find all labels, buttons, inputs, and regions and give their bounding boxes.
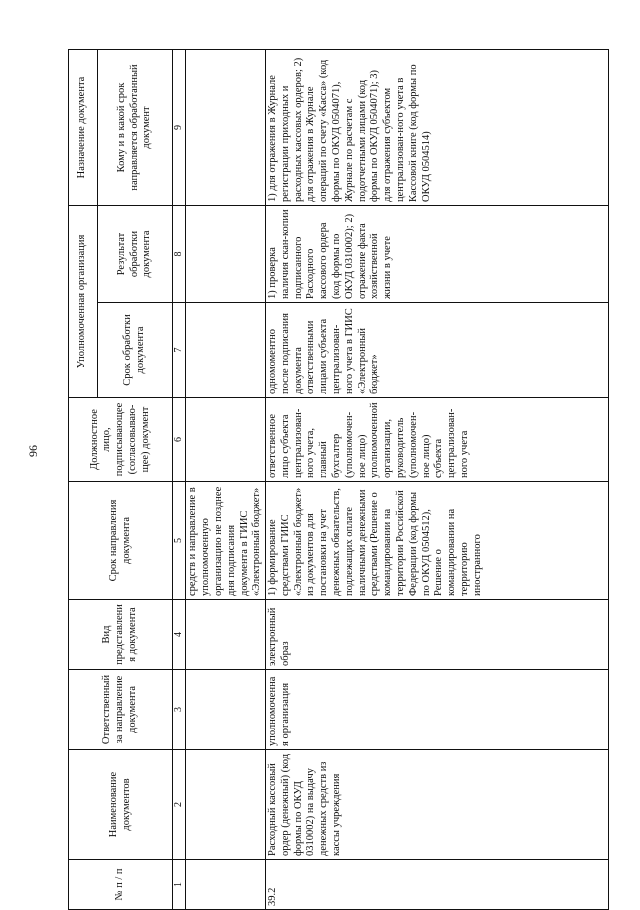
col-number: 2: [173, 750, 186, 860]
col-number: 3: [173, 670, 186, 750]
cell-num: [186, 860, 266, 910]
table-row: [266, 50, 609, 910]
col-number: 4: [173, 600, 186, 670]
cell-responsible: уполномоченная организация: [266, 670, 609, 750]
cell-view: [186, 600, 266, 670]
header-view: Вид представления документа: [69, 600, 173, 670]
header-processing-result: Результат обработки документа: [97, 206, 172, 303]
cell-deadline: средств и направление в уполномоченную организацию не позднее дня подписания документа в ГИИС «Электронный бюджет»: [186, 482, 266, 600]
cell-processing-term: [186, 303, 266, 398]
cell-signer: ответственное лицо субъекта централизован-ного учета, главный бухгалтер (уполномочен-ное лицо) уполномоченной организации, руководитель (уполномочен-ное лицо) субъекта централизован-ного учета: [266, 398, 609, 482]
rotated-table-sheet: [68, 50, 609, 910]
document-registry-table: [68, 49, 609, 910]
cell-to-whom: 1) для отражения в Журнале регистрации приходных и расходных кассовых ордеров; 2) для отражения в Журнале операций по счету «Касса» (код формы по ОКУД 0504071), Журнале по расчетам с подотчетными лицами (код формы по ОКУД 0504071); 3) для отражения субъектом централизован-ного учета в Кассовой книге (код формы по ОКУД 0504514): [266, 50, 609, 206]
header-name: Наименование документов: [69, 750, 173, 860]
header-signer: Должностное лицо, подписывающее (согласовываю-щее) документ: [69, 398, 173, 482]
col-number: 1: [173, 860, 186, 910]
col-number: 9: [173, 50, 186, 206]
cell-processing-term: одномоментно после подписания документа ответственными лицами субъекта централизован-ного учета в ГИИС «Электронный бюджет»: [266, 303, 609, 398]
cell-signer: [186, 398, 266, 482]
header-row-1: [69, 50, 98, 910]
cell-processing-result: 1) проверка наличия скан-копии подписанного Расходного кассового ордера (код формы по ОКУД 0310002); 2) отражение факта хозяйственной жизни в учете: [266, 206, 609, 303]
page-number: 96: [26, 445, 40, 457]
cell-view: электронный образ: [266, 600, 609, 670]
col-number: 8: [173, 206, 186, 303]
col-number: 5: [173, 482, 186, 600]
header-destination: Назначение документа: [69, 50, 98, 206]
header-deadline: Срок направления документа: [69, 482, 173, 600]
cell-name: Расходный кассовый ордер (денежный) (код формы по ОКУД 0310002) на выдачу денежных средств из кассы учреждения: [266, 750, 609, 860]
col-number: 6: [173, 398, 186, 482]
header-responsible: Ответственный за направление документа: [69, 670, 173, 750]
header-to-whom: Кому и в какой срок направляется обработанный документ: [97, 50, 172, 206]
continued-row: [186, 50, 266, 910]
cell-responsible: [186, 670, 266, 750]
col-number: 7: [173, 303, 186, 398]
cell-to-whom: [186, 50, 266, 206]
cell-deadline: 1) формирование средствами ГИИС «Электронный бюджет» из документов для постановки на учет денежных обязательств, подлежащих оплате наличными денежными средствами (Решение о командировании на территории Российской Федерации (код формы по ОКУД 0504512), Решение о командировании на территорию иностранного: [266, 482, 609, 600]
column-number-row: [173, 50, 186, 910]
header-processing-term: Срок обработки документа: [97, 303, 172, 398]
header-num: № п / п: [69, 860, 173, 910]
cell-num: 39.2: [266, 860, 609, 910]
cell-processing-result: [186, 206, 266, 303]
cell-name: [186, 750, 266, 860]
header-authorized-org: Уполномоченная организация: [69, 206, 98, 398]
